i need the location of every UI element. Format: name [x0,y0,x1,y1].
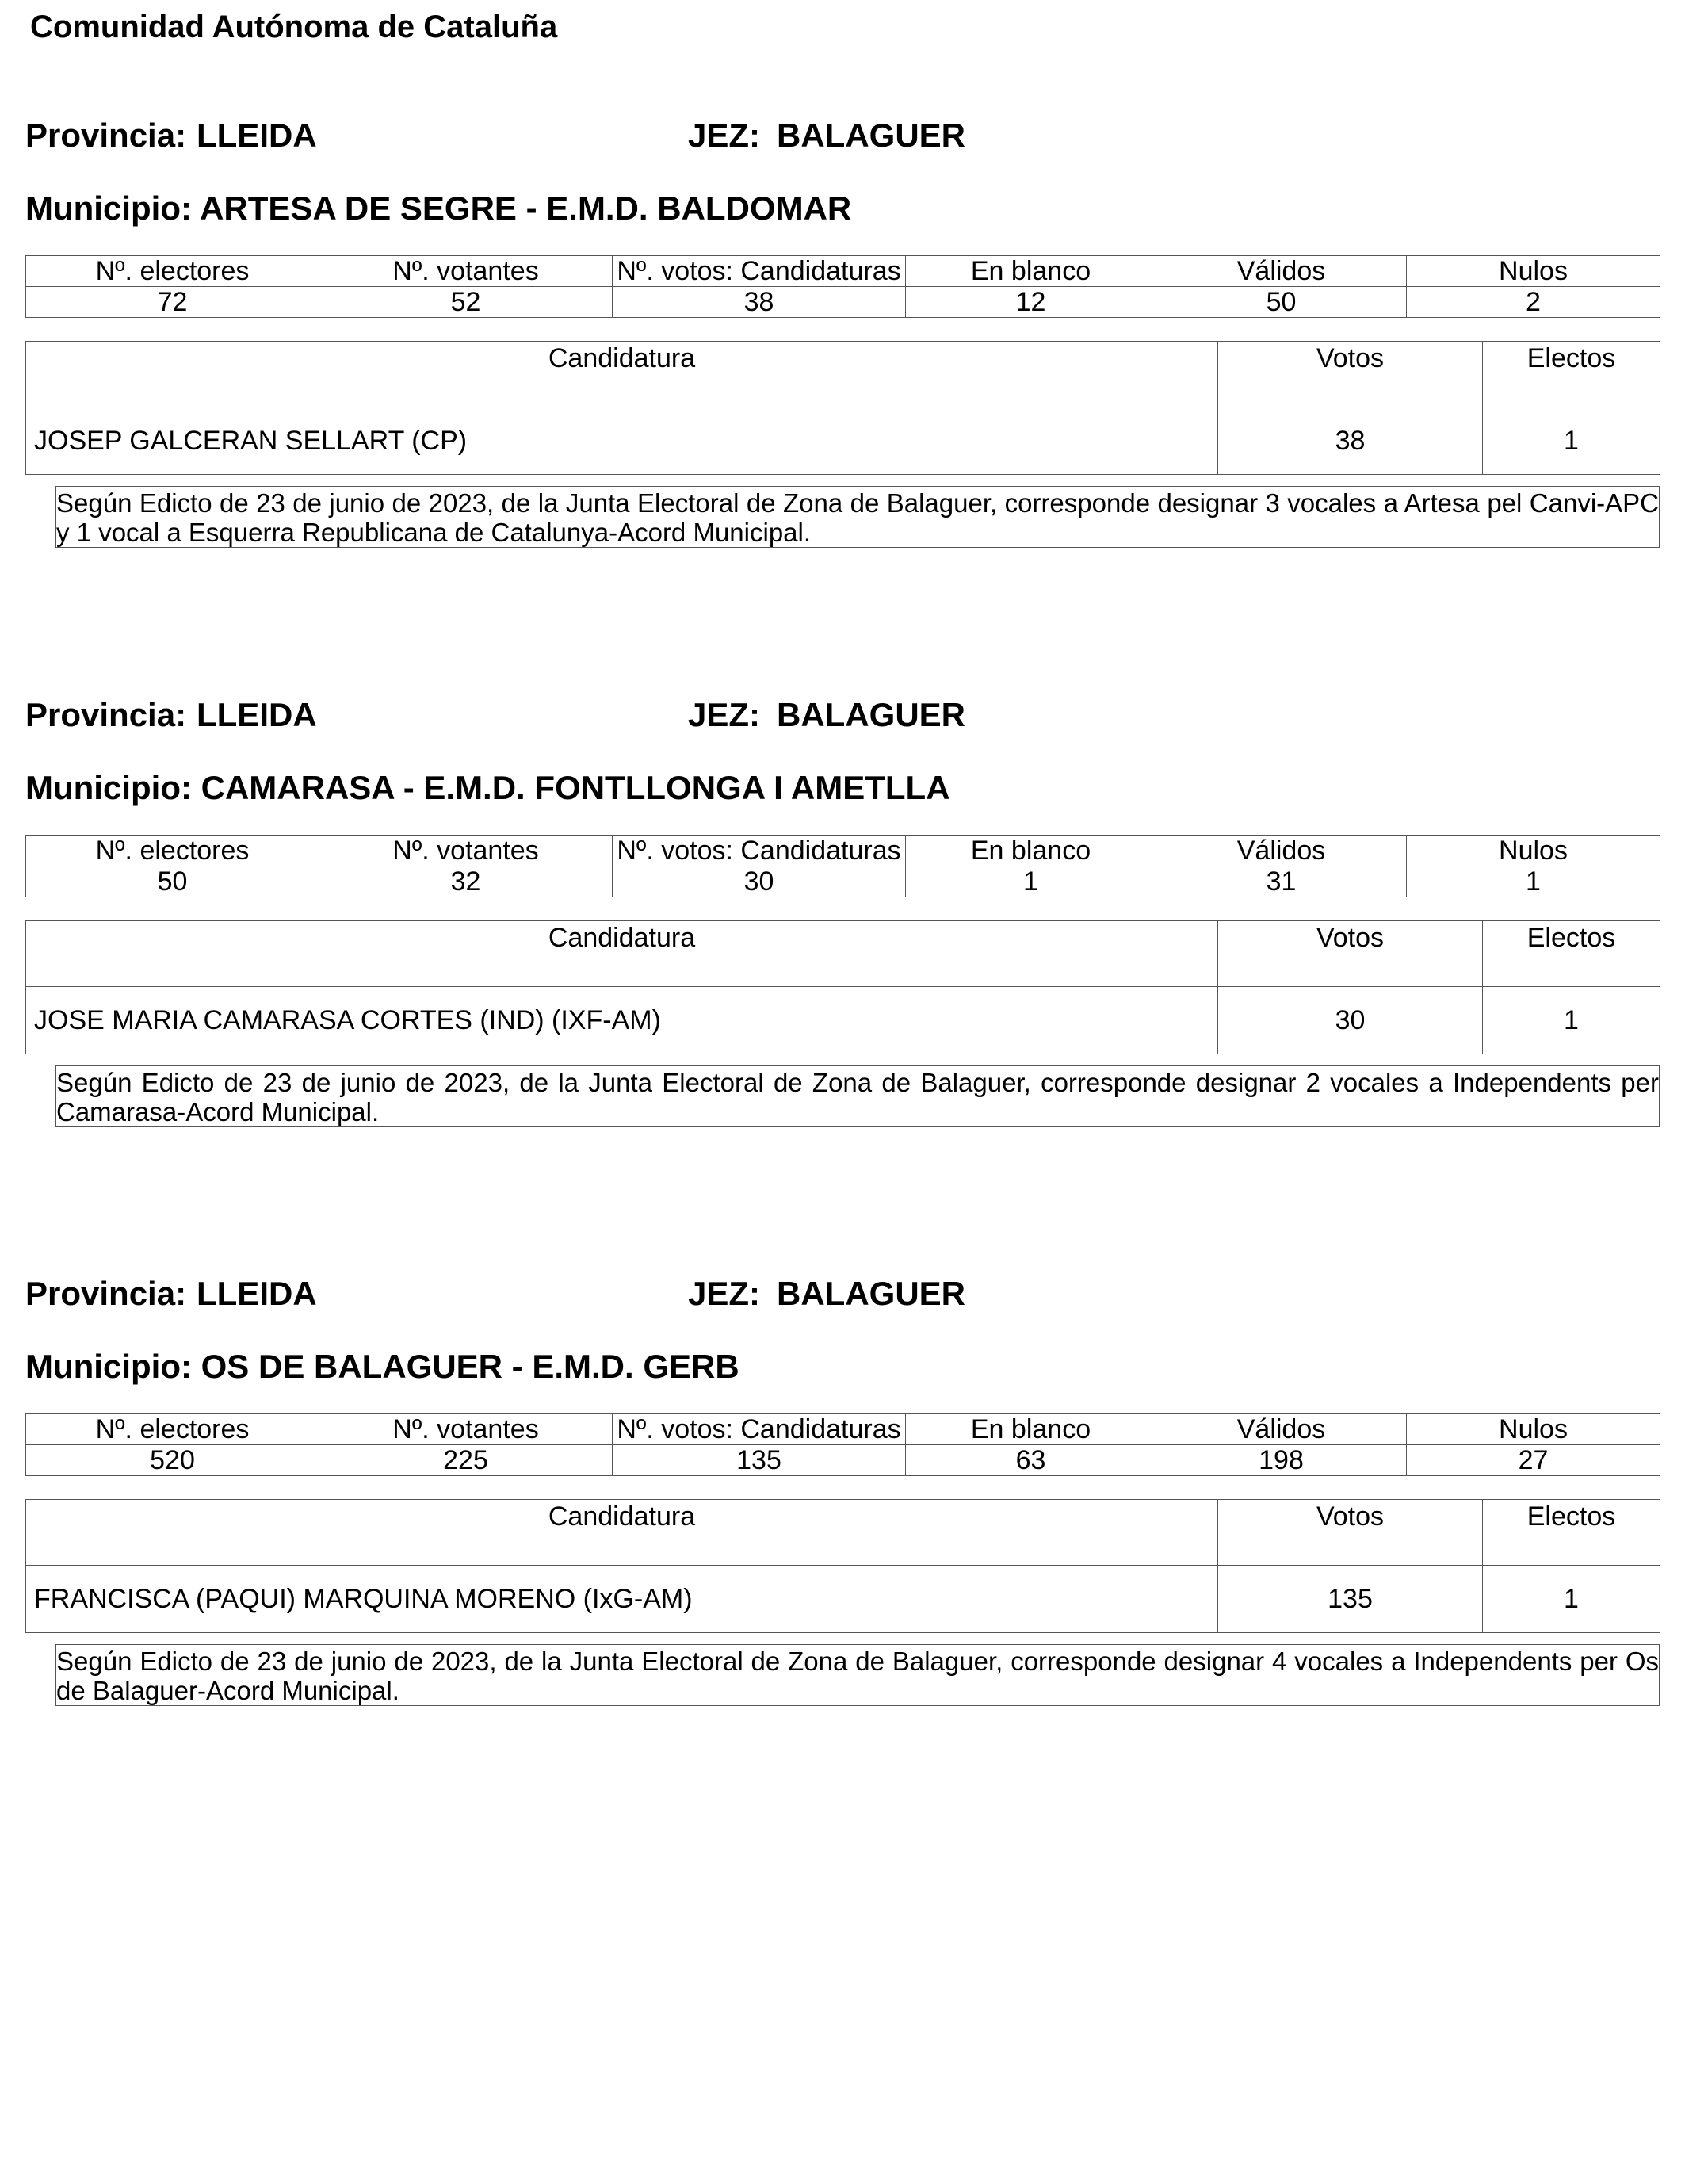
candidatura-name: JOSE MARIA CAMARASA CORTES (IND) (IXF-AM) [26,987,1218,1054]
municipio-value: OS DE BALAGUER - E.M.D. GERB [201,1348,739,1385]
cand-header-row [26,1500,1660,1566]
header-votantes: Nº. votantes [319,256,613,287]
header-votantes: Nº. votantes [319,1414,613,1445]
value-votos-candidaturas: 30 [613,866,906,897]
stats-value-row [26,866,1660,897]
header-en-blanco: En blanco [906,836,1156,866]
value-nulos: 1 [1407,866,1660,897]
provincia-value: LLEIDA [197,696,317,733]
municipio-value: ARTESA DE SEGRE - E.M.D. BALDOMAR [200,189,852,227]
edicto-note: Según Edicto de 23 de junio de 2023, de la Junta Electoral de Zona de Balaguer, corresponde designar 2 vocales a Independents per Camarasa-Acord Municipal. [55,1065,1660,1127]
header-electores: Nº. electores [26,256,319,287]
stats-table [25,1413,1660,1476]
value-votantes: 52 [319,287,613,318]
header-nulos: Nulos [1407,256,1660,287]
jez-value: BALAGUER [777,696,965,733]
provincia-value: LLEIDA [197,117,317,154]
header-candidatura: Candidatura [26,342,1218,407]
candidatura-electos: 1 [1483,987,1660,1054]
municipio-label: Municipio: [25,1348,192,1385]
header-validos: Válidos [1156,256,1407,287]
value-validos: 198 [1156,1445,1407,1476]
candidatura-votos: 30 [1218,987,1483,1054]
value-en-blanco: 63 [906,1445,1156,1476]
jez-value: BALAGUER [777,117,965,154]
value-votantes: 225 [319,1445,613,1476]
header-nulos: Nulos [1407,836,1660,866]
table-row [26,1566,1660,1633]
header-validos: Válidos [1156,836,1407,866]
value-validos: 31 [1156,866,1407,897]
header-nulos: Nulos [1407,1414,1660,1445]
cand-header-row [26,342,1660,407]
value-electores: 72 [26,287,319,318]
candidatura-electos: 1 [1483,1566,1660,1633]
jez-label: JEZ: [688,1275,761,1312]
header-validos: Válidos [1156,1414,1407,1445]
municipio-value: CAMARASA - E.M.D. FONTLLONGA I AMETLLA [201,769,950,806]
value-validos: 50 [1156,287,1407,318]
municipality-section [25,696,1660,1299]
table-row [26,407,1660,475]
header-votos-candidaturas: Nº. votos: Candidaturas [613,1414,906,1445]
municipio-row [25,769,950,807]
province-row [25,117,1660,164]
municipio-label: Municipio: [25,769,192,806]
candidatura-name: JOSEP GALCERAN SELLART (CP) [26,407,1218,475]
jez-label: JEZ: [688,117,761,154]
provincia-label: Provincia: [25,1275,187,1312]
stats-table [25,835,1660,897]
provincia-label: Provincia: [25,117,187,154]
municipio-label: Municipio: [25,189,192,227]
header-electores: Nº. electores [26,1414,319,1445]
provincia-label: Provincia: [25,696,187,733]
province-row [25,1275,1660,1322]
header-votos: Votos [1218,1500,1483,1566]
value-nulos: 27 [1407,1445,1660,1476]
table-row [26,987,1660,1054]
header-votantes: Nº. votantes [319,836,613,866]
header-electos: Electos [1483,342,1660,407]
header-votos-candidaturas: Nº. votos: Candidaturas [613,256,906,287]
header-candidatura: Candidatura [26,1500,1218,1566]
header-votos-candidaturas: Nº. votos: Candidaturas [613,836,906,866]
province-row [25,696,1660,744]
edicto-note: Según Edicto de 23 de junio de 2023, de la Junta Electoral de Zona de Balaguer, corresponde designar 3 vocales a Artesa pel Canvi-APC y 1 vocal a Esquerra Republicana de Catalunya-Acord Municipal. [55,486,1660,548]
stats-table [25,255,1660,318]
value-en-blanco: 1 [906,866,1156,897]
candidature-table [25,1499,1660,1633]
candidature-table [25,920,1660,1054]
header-votos: Votos [1218,921,1483,987]
jez-label: JEZ: [688,696,761,733]
municipio-row [25,1348,739,1386]
value-electores: 50 [26,866,319,897]
value-electores: 520 [26,1445,319,1476]
candidature-table [25,341,1660,475]
candidatura-electos: 1 [1483,407,1660,475]
header-en-blanco: En blanco [906,256,1156,287]
stats-header-row [26,256,1660,287]
value-votos-candidaturas: 38 [613,287,906,318]
header-votos: Votos [1218,342,1483,407]
header-en-blanco: En blanco [906,1414,1156,1445]
stats-value-row [26,287,1660,318]
candidatura-votos: 135 [1218,1566,1483,1633]
municipio-row [25,189,851,228]
value-votantes: 32 [319,866,613,897]
value-nulos: 2 [1407,287,1660,318]
stats-header-row [26,1414,1660,1445]
value-en-blanco: 12 [906,287,1156,318]
candidatura-name: FRANCISCA (PAQUI) MARQUINA MORENO (IxG-AM) [26,1566,1218,1633]
stats-value-row [26,1445,1660,1476]
provincia-value: LLEIDA [197,1275,317,1312]
cand-header-row [26,921,1660,987]
edicto-note: Según Edicto de 23 de junio de 2023, de la Junta Electoral de Zona de Balaguer, corresponde designar 4 vocales a Independents per Os de Balaguer-Acord Municipal. [55,1644,1660,1706]
stats-header-row [26,836,1660,866]
page-title: Comunidad Autónoma de Cataluña [30,10,558,44]
header-electores: Nº. electores [26,836,319,866]
municipality-section [25,117,1660,719]
header-candidatura: Candidatura [26,921,1218,987]
candidatura-votos: 38 [1218,407,1483,475]
value-votos-candidaturas: 135 [613,1445,906,1476]
jez-value: BALAGUER [777,1275,965,1312]
header-electos: Electos [1483,1500,1660,1566]
header-electos: Electos [1483,921,1660,987]
municipality-section [25,1275,1660,1877]
